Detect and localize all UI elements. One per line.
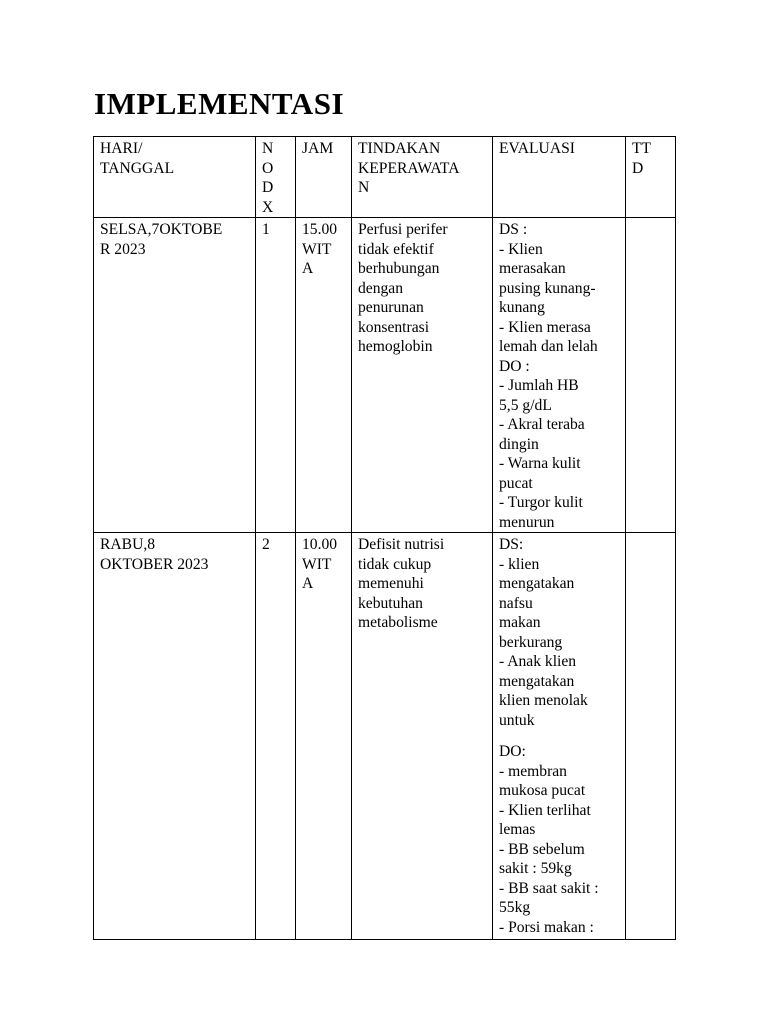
implementation-table (93, 136, 676, 940)
row-2-evaluasi (493, 533, 626, 940)
row-2-evaluasi-gap (499, 730, 621, 742)
row-2-hari-tanggal: RABU,8 OKTOBER 2023 (94, 533, 256, 940)
row-2-jam: 10.00 WIT A (296, 533, 352, 940)
table-row (94, 533, 676, 940)
header-no-dx: N O D X (256, 137, 296, 218)
page-title: IMPLEMENTASI (94, 86, 345, 121)
row-2-ttd (626, 533, 676, 940)
row-1-no-dx: 1 (256, 218, 296, 533)
row-1-evaluasi (493, 218, 626, 533)
row-1-hari-tanggal: SELSA,7OKTOBE R 2023 (94, 218, 256, 533)
header-ttd: TT D (626, 137, 676, 218)
table-row (94, 218, 676, 533)
row-2-no-dx: 2 (256, 533, 296, 940)
header-evaluasi: EVALUASI (493, 137, 626, 218)
row-2-evaluasi-ds: DS: - klien mengatakan nafsu makan berkurang - Anak klien mengatakan klien menolak untuk (499, 536, 588, 729)
row-1-ttd (626, 218, 676, 533)
row-2-evaluasi-do: DO: - membran mukosa pucat - Klien terlihat lemas - BB sebelum sakit : 59kg - BB saat sakit : 55kg - Porsi makan : (499, 743, 599, 936)
header-jam: JAM (296, 137, 352, 218)
table-header-row (94, 137, 676, 218)
row-1-evaluasi-text: DS : - Klien merasakan pusing kunang- kunang - Klien merasa lemah dan lelah DO : - Jumlah HB 5,5 g/dL - Akral teraba dingin - Warna kulit pucat - Turgor kulit menurun (499, 221, 598, 531)
header-hari-tanggal: HARI/ TANGGAL (94, 137, 256, 218)
header-tindakan: TINDAKAN KEPERAWATA N (352, 137, 493, 218)
row-1-jam: 15.00 WIT A (296, 218, 352, 533)
row-2-tindakan: Defisit nutrisi tidak cukup memenuhi kebutuhan metabolisme (352, 533, 493, 940)
row-1-tindakan: Perfusi perifer tidak efektif berhubungan dengan penurunan konsentrasi hemoglobin (352, 218, 493, 533)
